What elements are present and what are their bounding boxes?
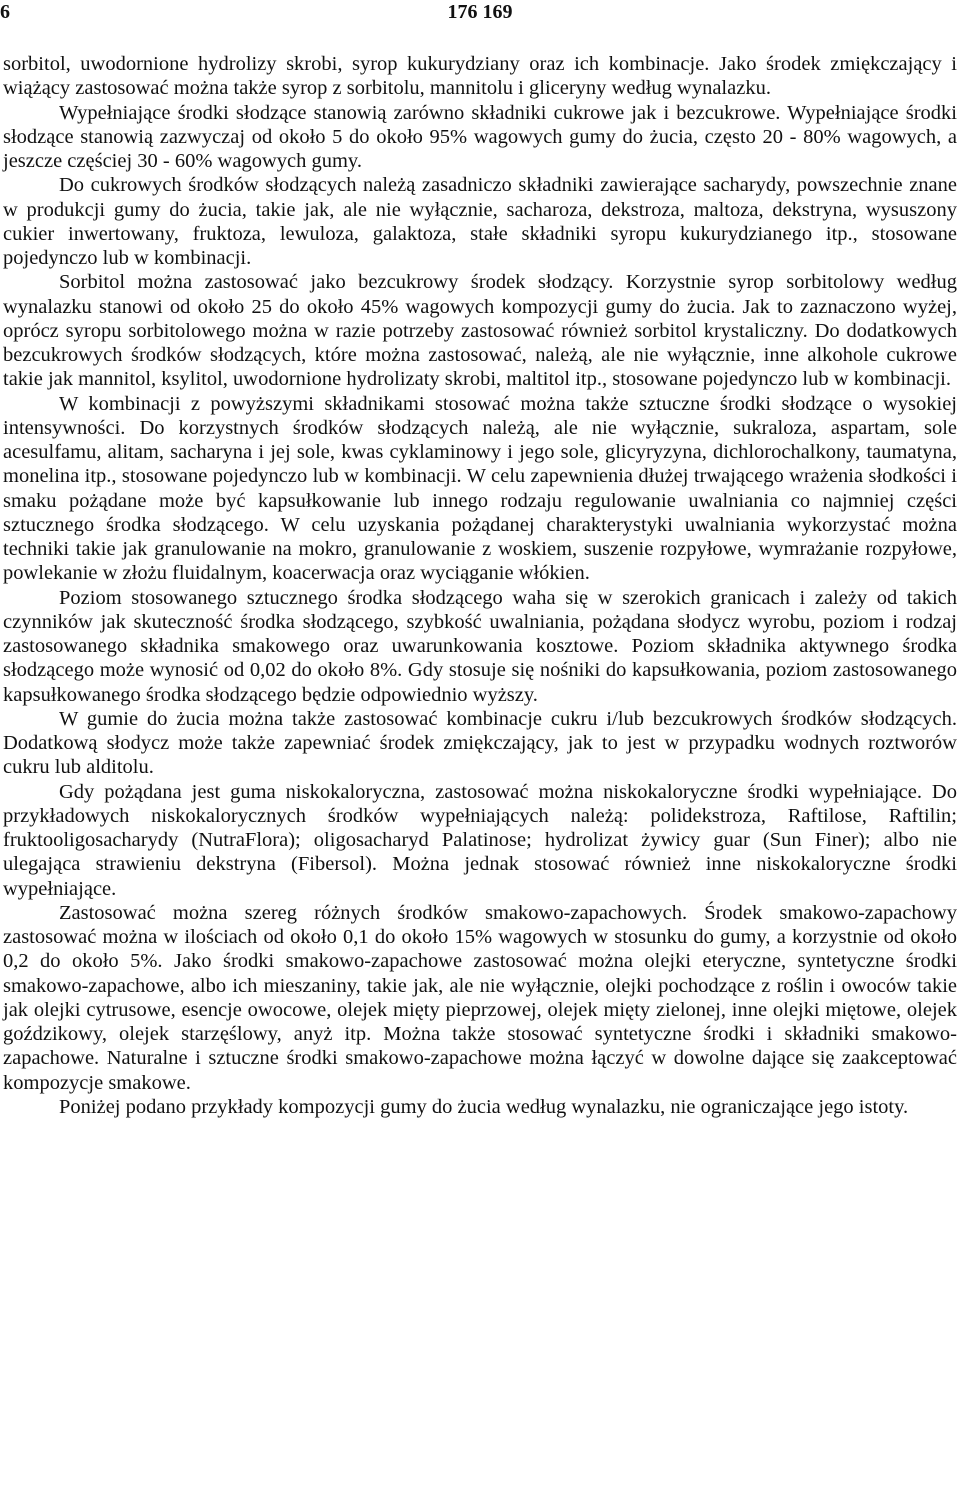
paragraph: Gdy pożądana jest guma niskokaloryczna, zastosować można niskokaloryczne środki wypełniające. Do przykładowych niskokalorycznych środków wypełniających należą: polidekstroza, Raftilose, Raftilin; fruktooligosacharydy (NutraFlora); oligosacharyd Palatinose; hydrolizat żywicy guar (Sun Finer); albo nie ulegająca strawieniu dekstryna (Fibersol). Można jednak stosować również inne niskokaloryczne środki wypełniające. (3, 780, 957, 900)
paragraph: W kombinacji z powyższymi składnikami stosować można także sztuczne środki słodzące o wysokiej intensywności. Do korzystnych środków słodzących należą, ale nie wyłącznie, sukraloza, aspartam, sole acesulfamu, alitam, sacharyna i jej sole, kwas cyklaminowy i jego sole, glicyryzyna, dichlorochalkony, taumatyna, monelina itp., stosowane pojedynczo lub w kombinacji. W celu zapewnienia dłużej trwającego wrażenia słodkości i smaku pożądane może być kapsułkowanie lub innego rodzaju regulowanie uwalniania co najmniej części sztucznego środka słodzącego. W celu uzyskania pożądanej charakterystyki uwalniania wykorzystać można techniki takie jak granulowanie na mokro, granulowanie z woskiem, suszenie rozpyłowe, wymrażanie rozpyłowe, powlekanie w złożu fluidalnym, koacerwacja oraz wyciąganie włókien. (3, 392, 957, 585)
paragraph: sorbitol, uwodornione hydrolizy skrobi, syrop kukurydziany oraz ich kombinacje. Jako środek zmiękczający i wiążący zastosować można także syrop z sorbitolu, mannitolu i gliceryny według wynalazku. (3, 53, 957, 100)
page-number: 6 (0, 1, 10, 23)
document-number: 176 169 (447, 1, 513, 23)
paragraph: Wypełniające środki słodzące stanowią zarówno składniki cukrowe jak i bezcukrowe. Wypełniające środki słodzące stanowią zazwyczaj od około 5 do około 95% wagowych gumy do żucia, często 20 - 80% wagowych, a jeszcze częściej 30 - 60% wagowych gumy. (3, 101, 957, 172)
paragraph: W gumie do żucia można także zastosować kombinacje cukru i/lub bezcukrowych środków słodzących. Dodatkową słodycz może także zapewniać środek zmiękczający, jak to jest w przypadku wodnych roztworów cukru lub alditolu. (3, 707, 957, 779)
paragraph: Sorbitol można zastosować jako bezcukrowy środek słodzący. Korzystnie syrop sorbitolowy według wynalazku stanowi od około 25 do około 45% wagowych kompozycji gumy do żucia. Jak to zaznaczono wyżej, oprócz syropu sorbitolowego można w razie potrzeby zastosować również sorbitol krystaliczny. Do dodatkowych bezcukrowych środków słodzących, które można zastosować, należą, ale nie wyłącznie, inne alkohole cukrowe takie jak mannitol, ksylitol, uwodornione hydrolizaty skrobi, maltitol itp., stosowane pojedynczo lub w kombinacji. (3, 271, 957, 391)
page-header (0, 0, 960, 30)
paragraph: Zastosować można szereg różnych środków smakowo-zapachowych. Środek smakowo-zapachowy zastosować można w ilościach od około 0,1 do około 15% wagowych w stosunku do gumy, a korzystnie od około 0,2 do około 5%. Jako środki smakowo-zapachowe zastosować można olejki eteryczne, syntetyczne środki smakowo-zapachowe, albo ich mieszaniny, takie jak, ale nie wyłącznie, olejki pochodzące z roślin i owoców takie jak olejki cytrusowe, esencje owocowe, olejek mięty pieprzowej, olejek mięty zielonej, inne olejki miętowe, olejek goździkowy, olejek starzęślowy, anyż itp. Można także stosować syntetyczne środki i składniki smakowo-zapachowe. Naturalne i sztuczne środki smakowo-zapachowe można łączyć w dowolne dające się zaakceptować kompozycje smakowe. (3, 901, 957, 1094)
paragraph: Do cukrowych środków słodzących należą zasadniczo składniki zawierające sacharydy, powszechnie znane w produkcji gumy do żucia, takie jak, ale nie wyłącznie, sacharoza, dekstroza, maltoza, dekstryna, wysuszony cukier inwertowany, fruktoza, lewuloza, galaktoza, stałe składniki syropu kukurydzianego itp., stosowane pojedynczo lub w kombinacji. (3, 174, 957, 269)
paragraph: Poniżej podano przykłady kompozycji gumy do żucia według wynalazku, nie ograniczające jego istoty. (59, 1095, 909, 1118)
paragraph: Poziom stosowanego sztucznego środka słodzącego waha się w szerokich granicach i zależy od takich czynników jak skuteczność środka słodzącego, szybkość uwalniania, pożądana słodycz wyrobu, poziom i rodzaj zastosowanego składnika smakowego oraz uwarunkowania kosztowe. Poziom składnika aktywnego środka słodzącego może wynosić od 0,02 do około 8%. Gdy stosuje się nośniki do kapsułkowania, poziom zastosowanego kapsułkowanego środka słodzącego będzie odpowiednio wyższy. (3, 586, 957, 706)
document-body (3, 52, 957, 1119)
